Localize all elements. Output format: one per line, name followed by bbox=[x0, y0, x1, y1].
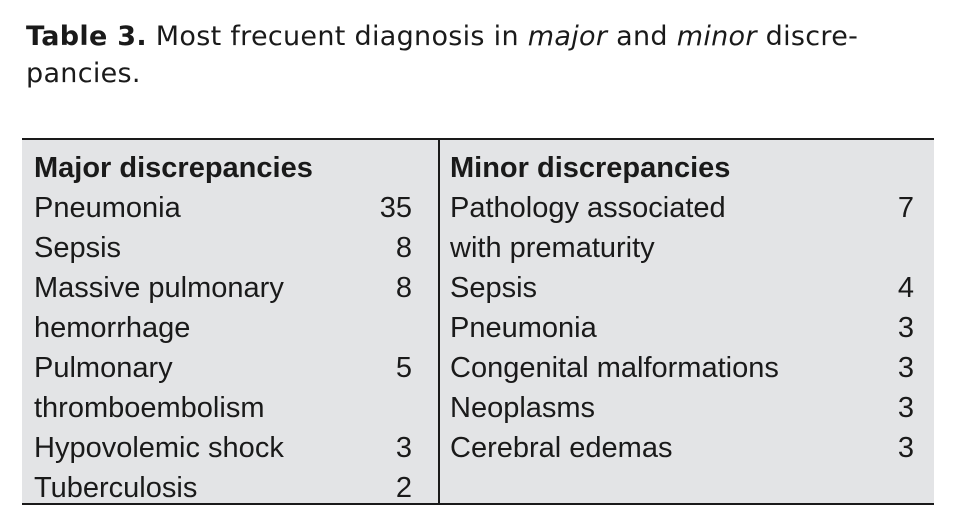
table-caption bbox=[26, 18, 936, 92]
diagnosis-count: 3 bbox=[395, 432, 412, 464]
diagnosis-count: 3 bbox=[897, 392, 914, 424]
table-row bbox=[34, 348, 412, 428]
diagnosis-name: Pathology associated with prematurity bbox=[450, 192, 726, 264]
diagnosis-name: Pneumonia bbox=[34, 192, 181, 224]
minor-discrepancies-heading: Minor discrepancies bbox=[450, 152, 731, 184]
diagnosis-name: Neoplasms bbox=[450, 392, 596, 424]
table-row bbox=[34, 468, 412, 508]
discrepancies-table bbox=[22, 138, 934, 505]
diagnosis-count: 3 bbox=[897, 312, 914, 344]
diagnosis-count: 8 bbox=[395, 272, 412, 304]
caption-text: and bbox=[607, 21, 677, 52]
table-row bbox=[34, 428, 412, 468]
caption-emphasis-minor: minor bbox=[676, 21, 757, 52]
diagnosis-name: Sepsis bbox=[34, 232, 122, 264]
caption-text: discre-pancies. bbox=[26, 21, 859, 89]
column-divider bbox=[438, 140, 440, 503]
diagnosis-count: 2 bbox=[395, 472, 412, 504]
diagnosis-count: 3 bbox=[897, 432, 914, 464]
table-row bbox=[450, 388, 914, 428]
table-row bbox=[450, 268, 914, 308]
table-row bbox=[450, 188, 914, 268]
diagnosis-name: Hypovolemic shock bbox=[34, 432, 284, 464]
diagnosis-count: 3 bbox=[897, 352, 914, 384]
diagnosis-count: 7 bbox=[897, 192, 914, 224]
diagnosis-name: Massive pulmonary hemorrhage bbox=[34, 272, 284, 344]
caption-text: Most frecuent diagnosis in bbox=[146, 21, 528, 52]
diagnosis-count: 35 bbox=[379, 192, 412, 224]
diagnosis-name: Congenital malformations bbox=[450, 352, 779, 384]
major-discrepancies-column bbox=[34, 148, 412, 508]
diagnosis-count: 5 bbox=[395, 352, 412, 384]
table-row bbox=[34, 188, 412, 228]
table-row bbox=[450, 348, 914, 388]
table-row bbox=[34, 268, 412, 348]
diagnosis-name: Cerebral edemas bbox=[450, 432, 673, 464]
table-row bbox=[450, 308, 914, 348]
diagnosis-name: Tuberculosis bbox=[34, 472, 198, 504]
diagnosis-name: Pulmonary thromboembolism bbox=[34, 352, 265, 424]
caption-label: Table 3. bbox=[26, 21, 147, 52]
caption-emphasis-major: major bbox=[527, 21, 608, 52]
minor-discrepancies-column bbox=[450, 148, 914, 468]
diagnosis-count: 4 bbox=[897, 272, 914, 304]
diagnosis-name: Pneumonia bbox=[450, 312, 597, 344]
table-row bbox=[34, 228, 412, 268]
table-row bbox=[450, 428, 914, 468]
diagnosis-name: Sepsis bbox=[450, 272, 538, 304]
major-discrepancies-heading: Major discrepancies bbox=[34, 152, 313, 184]
diagnosis-count: 8 bbox=[395, 232, 412, 264]
